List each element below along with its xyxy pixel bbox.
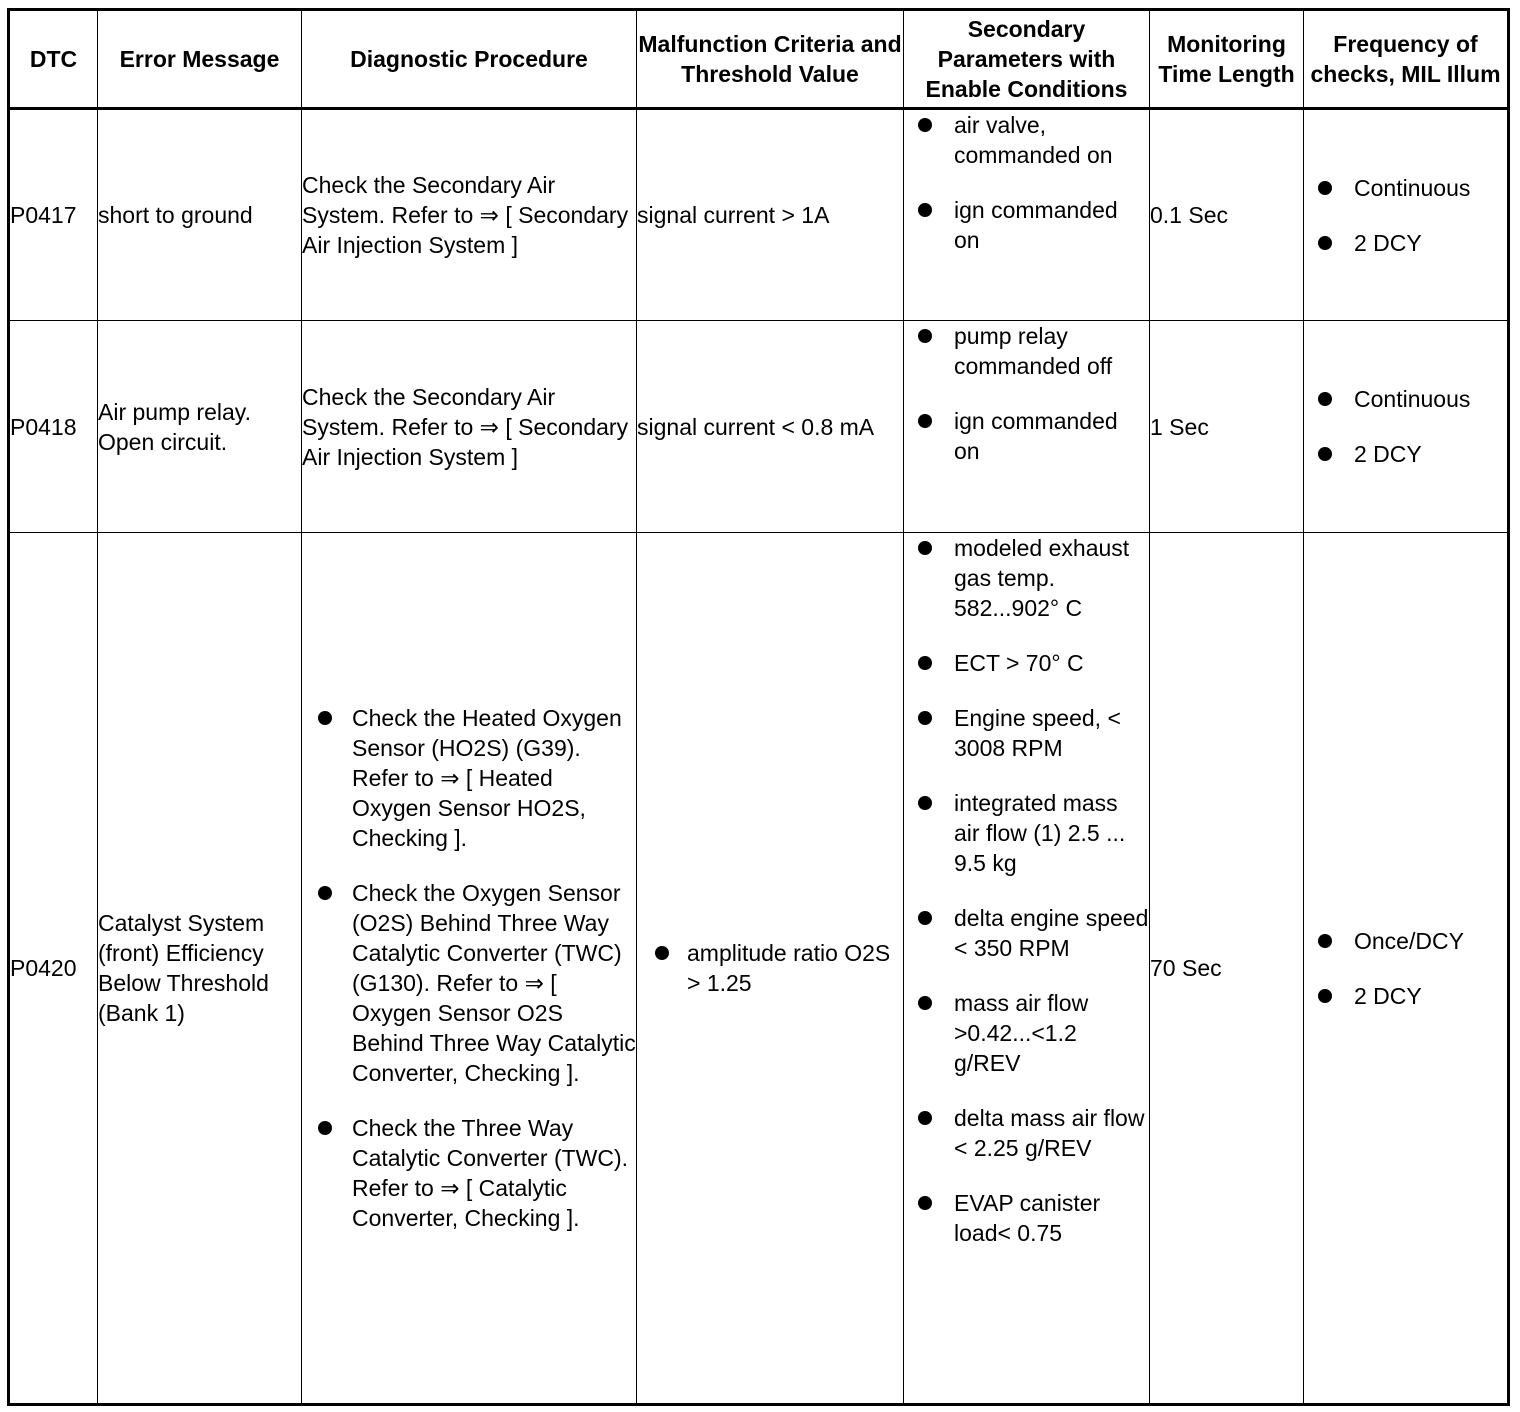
error-message: Air pump relay. Open circuit.	[98, 321, 302, 533]
list-item: Engine speed, < 3008 RPM	[904, 703, 1149, 763]
list-item: 2 DCY	[1304, 228, 1507, 258]
malfunction-criteria: signal current > 1A	[637, 109, 904, 321]
list-item: ign commanded on	[904, 406, 1149, 466]
list-item: Check the Heated Oxygen Sensor (HO2S) (G39). Refer to ⇒ [ Heated Oxygen Sensor HO2S, Checking ].	[302, 703, 636, 853]
list-item: Check the Oxygen Sensor (O2S) Behind Three Way Catalytic Converter (TWC) (G130). Refer to ⇒ [ Oxygen Sensor O2S Behind Three Way Catalytic Converter, Checking ].	[302, 878, 636, 1088]
header-dtc: DTC	[9, 10, 98, 109]
bullet-icon	[918, 911, 932, 925]
bullet-icon	[918, 1111, 932, 1125]
diagnostic-procedure: Check the Secondary Air System. Refer to ⇒ [ Secondary Air Injection System ]	[302, 109, 637, 321]
diagnostic-procedure: Check the Secondary Air System. Refer to ⇒ [ Secondary Air Injection System ]	[302, 321, 637, 533]
bullet-icon	[1318, 447, 1332, 461]
table-row	[9, 109, 1509, 321]
error-message: Catalyst System (front) Efficiency Below Threshold (Bank 1)	[98, 533, 302, 1405]
list-item: ECT > 70° C	[904, 648, 1149, 678]
secondary-parameters	[904, 109, 1150, 321]
bullet-icon	[918, 414, 932, 428]
monitoring-time: 1 Sec	[1150, 321, 1304, 533]
list-item: EVAP canister load< 0.75	[904, 1188, 1149, 1248]
dtc-table	[7, 8, 1510, 1406]
header-frequency: Frequency of checks, MIL Illum	[1304, 10, 1509, 109]
malfunction-criteria	[637, 533, 904, 1405]
bullet-icon	[918, 996, 932, 1010]
dtc-code: P0417	[9, 109, 98, 321]
monitoring-time: 0.1 Sec	[1150, 109, 1304, 321]
list-item: Once/DCY	[1304, 926, 1507, 956]
frequency	[1304, 109, 1509, 321]
bullet-icon	[655, 946, 669, 960]
bullet-icon	[918, 656, 932, 670]
bullet-icon	[1318, 934, 1332, 948]
table-row	[9, 533, 1509, 1405]
bullet-icon	[1318, 236, 1332, 250]
list-item: ign commanded on	[904, 195, 1149, 255]
secondary-parameters	[904, 533, 1150, 1405]
bullet-icon	[918, 541, 932, 555]
bullet-icon	[1318, 989, 1332, 1003]
monitoring-time: 70 Sec	[1150, 533, 1304, 1405]
bullet-icon	[918, 203, 932, 217]
list-item: delta engine speed < 350 RPM	[904, 903, 1149, 963]
list-item: pump relay commanded off	[904, 321, 1149, 381]
list-item: mass air flow >0.42...<1.2 g/REV	[904, 988, 1149, 1078]
error-message: short to ground	[98, 109, 302, 321]
list-item: Check the Three Way Catalytic Converter (TWC). Refer to ⇒ [ Catalytic Converter, Checking ].	[302, 1113, 636, 1233]
bullet-icon	[318, 886, 332, 900]
list-item: amplitude ratio O2S > 1.25	[637, 938, 903, 998]
header-malfunction-criteria: Malfunction Criteria and Threshold Value	[637, 10, 904, 109]
frequency	[1304, 533, 1509, 1405]
dtc-code: P0418	[9, 321, 98, 533]
bullet-icon	[918, 1196, 932, 1210]
header-monitoring-time: Monitoring Time Length	[1150, 10, 1304, 109]
bullet-icon	[918, 796, 932, 810]
diagnostic-procedure	[302, 533, 637, 1405]
bullet-icon	[318, 1121, 332, 1135]
header-row	[9, 10, 1509, 109]
bullet-icon	[318, 711, 332, 725]
header-secondary-parameters: Secondary Parameters with Enable Conditions	[904, 10, 1150, 109]
header-diagnostic-procedure: Diagnostic Procedure	[302, 10, 637, 109]
bullet-icon	[1318, 392, 1332, 406]
list-item: Continuous	[1304, 173, 1507, 203]
bullet-icon	[918, 329, 932, 343]
secondary-parameters	[904, 321, 1150, 533]
bullet-icon	[1318, 181, 1332, 195]
frequency	[1304, 321, 1509, 533]
list-item: 2 DCY	[1304, 981, 1507, 1011]
list-item: Continuous	[1304, 384, 1507, 414]
list-item: 2 DCY	[1304, 439, 1507, 469]
list-item: air valve, commanded on	[904, 110, 1149, 170]
malfunction-criteria: signal current < 0.8 mA	[637, 321, 904, 533]
list-item: delta mass air flow < 2.25 g/REV	[904, 1103, 1149, 1163]
header-error-message: Error Message	[98, 10, 302, 109]
list-item: modeled exhaust gas temp. 582...902° C	[904, 533, 1149, 623]
bullet-icon	[918, 711, 932, 725]
list-item: integrated mass air flow (1) 2.5 ... 9.5 kg	[904, 788, 1149, 878]
bullet-icon	[918, 118, 932, 132]
table-row	[9, 321, 1509, 533]
dtc-code: P0420	[9, 533, 98, 1405]
